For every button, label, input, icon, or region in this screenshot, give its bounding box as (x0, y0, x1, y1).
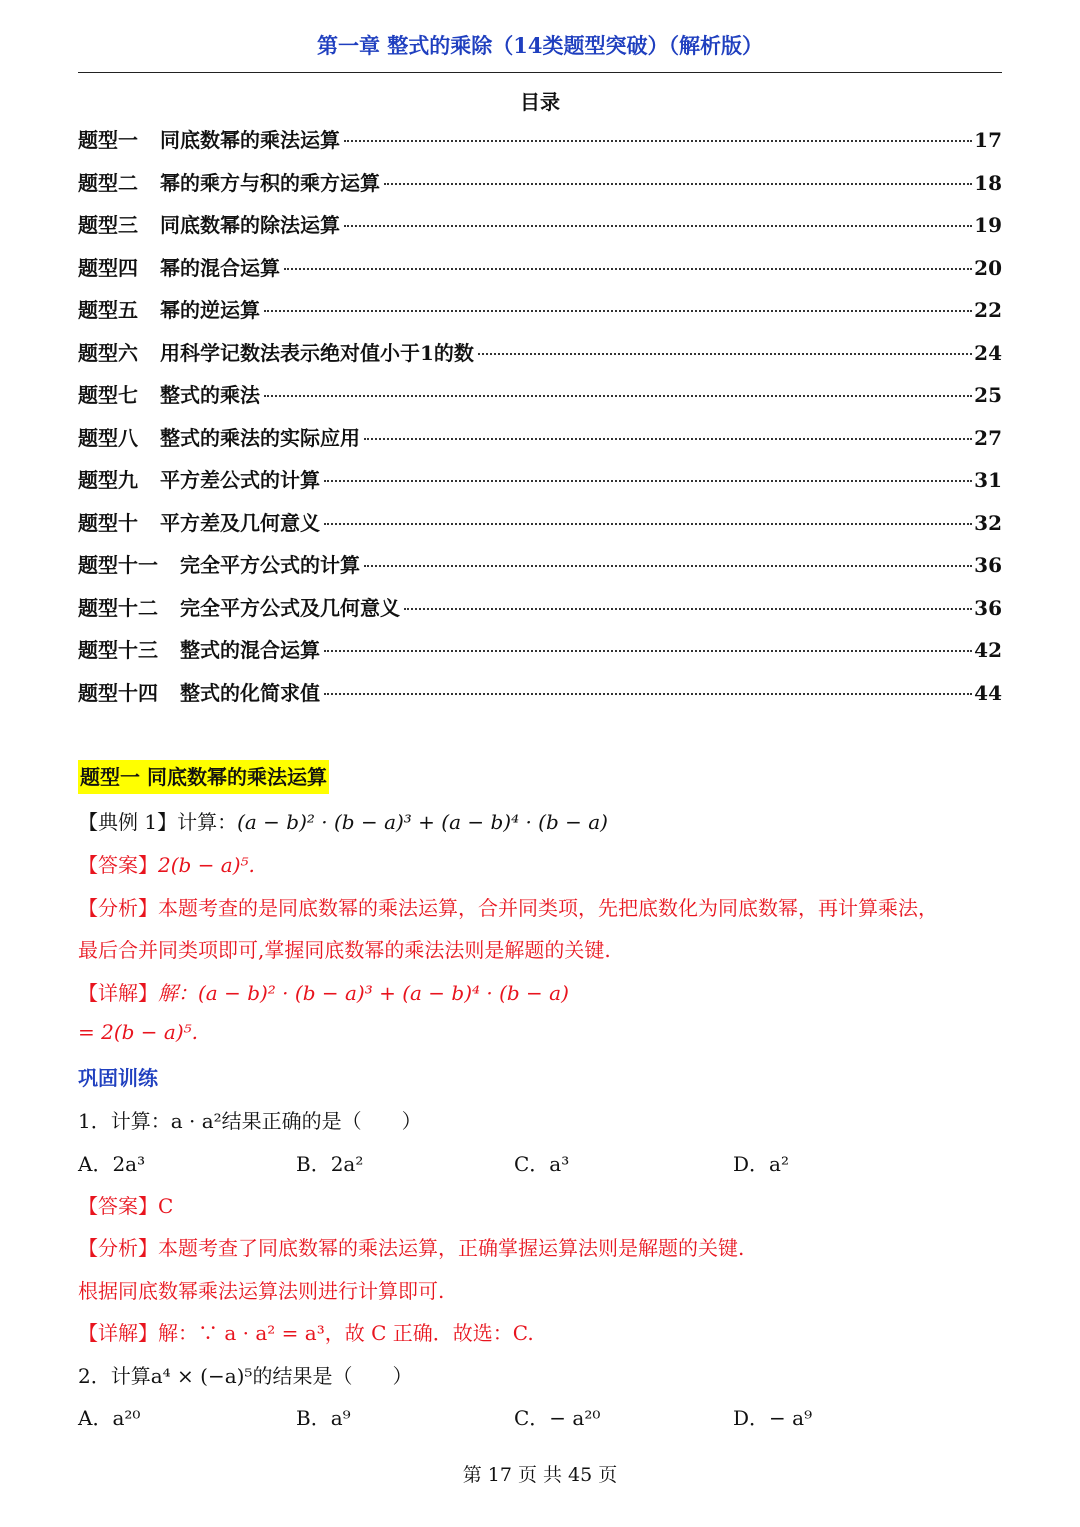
toc-entry[interactable] (78, 124, 1002, 167)
analysis-tag: 【分析】 (78, 896, 158, 920)
toc-entry-title: 平方差公式的计算 (160, 468, 320, 492)
toc-dot-leader (284, 268, 972, 270)
q1-analysis-line-2: 根据同底数幂乘法运算法则进行计算即可. (78, 1279, 445, 1303)
toc-entry[interactable] (78, 252, 1002, 295)
toc-dot-leader (478, 353, 972, 355)
toc-dot-leader (404, 608, 972, 610)
toc-entry-label: 题型十三 (78, 638, 158, 662)
toc-entry-title: 幂的逆运算 (160, 298, 260, 322)
toc-heading: 目录 (520, 90, 560, 114)
toc-dot-leader (384, 183, 972, 185)
toc-entry-page: 36 (974, 553, 1002, 577)
toc-entry-page: 32 (974, 510, 1002, 535)
detail-text: 解：(a − b)² · (b − a)³ + (a − b)⁴ · (b − a) (158, 981, 569, 1005)
page-footer: 第 17 页 共 45 页 (462, 1464, 618, 1486)
example-answer (78, 849, 255, 878)
toc-entry-label: 题型九 (78, 468, 138, 492)
toc-entry[interactable] (78, 592, 1002, 635)
toc-entry-page: 42 (974, 638, 1002, 662)
toc-entry-title: 平方差及几何意义 (160, 510, 320, 535)
q1-option-a: A．2a³ (78, 1152, 146, 1176)
toc-dot-leader (264, 310, 972, 312)
q2-option-d: D．− a⁹ (733, 1406, 813, 1430)
toc-entry-page: 24 (974, 340, 1002, 365)
toc-dot-leader (344, 140, 972, 142)
q2-option-a: A．a²⁰ (78, 1406, 141, 1430)
document-header-title: 第一章 整式的乘除（14类题型突破）（解析版） (316, 33, 764, 58)
example-analysis-line-2: 最后合并同类项即可,掌握同底数幂的乘法法则是解题的关键. (78, 938, 611, 962)
toc-entry-label: 题型三 (78, 213, 138, 237)
toc-dot-leader (344, 225, 972, 227)
q1-analysis-tag: 【分析】 (78, 1236, 158, 1260)
toc-entry-page: 31 (974, 468, 1002, 492)
q1-analysis-line-1 (78, 1232, 744, 1261)
toc-entry-label: 题型十一 (78, 553, 158, 577)
toc-entry[interactable] (78, 379, 1002, 422)
q1-detail-text: 解：∵ a · a² = a³，故 C 正确．故选：C. (158, 1321, 534, 1345)
q1-detail (78, 1317, 534, 1346)
toc-entry-label: 题型七 (78, 383, 138, 407)
toc-entry-title: 整式的乘法 (160, 383, 260, 407)
toc-entry-label: 题型五 (78, 298, 138, 322)
q1-detail-tag: 【详解】 (78, 1321, 158, 1345)
toc-entry-page: 44 (974, 680, 1002, 705)
toc-entry[interactable] (78, 634, 1002, 677)
toc-entry[interactable] (78, 549, 1002, 592)
toc-entry[interactable] (78, 464, 1002, 507)
q2-option-c: C．− a²⁰ (514, 1406, 601, 1430)
toc-entry[interactable] (78, 294, 1002, 337)
toc-entry-title: 完全平方公式及几何意义 (180, 595, 400, 620)
example-detail-line-1 (78, 977, 569, 1006)
toc-entry-page: 25 (974, 383, 1002, 407)
toc-entry-label: 题型八 (78, 425, 138, 450)
q2-option-b: B．a⁹ (296, 1406, 351, 1430)
toc-entry-title: 用科学记数法表示绝对值小于1的数 (160, 340, 474, 365)
table-of-contents (78, 124, 1002, 719)
toc-dot-leader (324, 693, 972, 695)
toc-entry-title: 整式的化简求值 (180, 680, 320, 705)
section-heading: 题型一 同底数幂的乘法运算 (78, 760, 329, 794)
detail-tag: 【详解】 (78, 981, 158, 1005)
toc-entry-page: 18 (974, 170, 1002, 195)
toc-entry-title: 同底数幂的乘法运算 (160, 128, 340, 152)
toc-entry-title: 同底数幂的除法运算 (160, 213, 340, 237)
toc-dot-leader (324, 650, 972, 652)
toc-dot-leader (364, 438, 972, 440)
example-detail-line-2: = 2(b − a)⁵. (78, 1020, 199, 1044)
toc-entry-label: 题型四 (78, 255, 138, 280)
toc-dot-leader (364, 565, 972, 567)
analysis-text: 本题考查的是同底数幂的乘法运算，合并同类项，先把底数化为同底数幂，再计算乘法， (158, 896, 938, 920)
toc-entry-page: 20 (974, 255, 1002, 280)
toc-entry[interactable] (78, 507, 1002, 550)
answer-tag: 【答案】 (78, 853, 158, 877)
question-2-stem: 2．计算a⁴ × (−a)⁵的结果是（ ） (78, 1364, 413, 1388)
toc-entry[interactable] (78, 337, 1002, 380)
toc-entry-title: 完全平方公式的计算 (180, 553, 360, 577)
toc-entry-page: 22 (974, 298, 1002, 322)
practice-heading: 巩固训练 (78, 1066, 158, 1090)
answer-value: 2(b − a)⁵. (158, 853, 255, 877)
toc-entry-page: 36 (974, 595, 1002, 620)
toc-entry-label: 题型二 (78, 170, 138, 195)
toc-entry-title: 整式的乘法的实际应用 (160, 425, 360, 450)
question-1-stem: 1．计算：a · a²结果正确的是（ ） (78, 1109, 422, 1133)
q1-option-c: C．a³ (514, 1152, 570, 1176)
header-rule (78, 72, 1002, 73)
example-prefix: 【典例 1】计算： (78, 810, 238, 834)
toc-dot-leader (324, 480, 972, 482)
q1-answer-value: C (158, 1194, 174, 1218)
toc-dot-leader (264, 395, 972, 397)
example-1 (78, 806, 608, 835)
toc-entry-title: 幂的乘方与积的乘方运算 (160, 170, 380, 195)
toc-entry-page: 19 (974, 213, 1002, 237)
q1-option-d: D．a² (733, 1152, 789, 1176)
toc-entry-label: 题型十四 (78, 680, 158, 705)
toc-entry-page: 27 (974, 425, 1002, 450)
toc-entry-page: 17 (974, 128, 1002, 152)
toc-entry-title: 整式的混合运算 (180, 638, 320, 662)
q1-option-b: B．2a² (296, 1152, 364, 1176)
toc-entry-title: 幂的混合运算 (160, 255, 280, 280)
toc-entry[interactable] (78, 209, 1002, 252)
toc-dot-leader (324, 523, 972, 525)
toc-entry-label: 题型十二 (78, 595, 158, 620)
toc-entry-label: 题型六 (78, 340, 138, 365)
toc-entry-label: 题型十 (78, 510, 138, 535)
example-analysis-line-1 (78, 892, 938, 921)
q1-answer (78, 1190, 173, 1219)
example-expression: (a − b)² · (b − a)³ + (a − b)⁴ · (b − a) (237, 810, 608, 834)
toc-entry[interactable] (78, 422, 1002, 465)
q1-answer-tag: 【答案】 (78, 1194, 158, 1218)
toc-entry[interactable] (78, 167, 1002, 210)
toc-entry[interactable] (78, 677, 1002, 720)
toc-entry-label: 题型一 (78, 128, 138, 152)
q1-analysis-text: 本题考查了同底数幂的乘法运算，正确掌握运算法则是解题的关键. (158, 1236, 745, 1260)
